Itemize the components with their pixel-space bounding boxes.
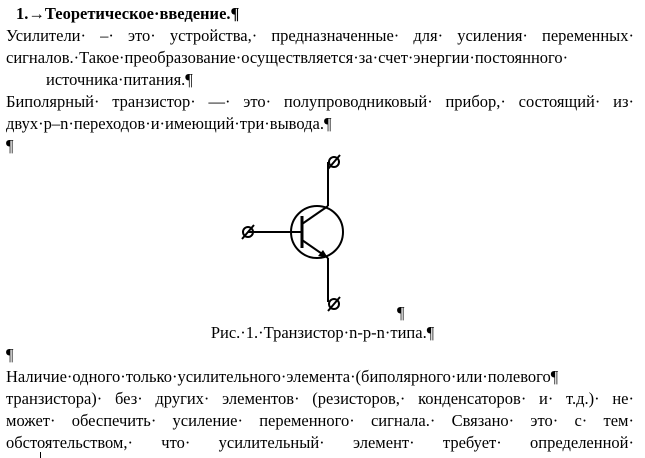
paragraph-line: транзистора)· без· других· элементов· (резисторов,· конденсаторов· и· т.д.)· не·	[6, 389, 634, 408]
paragraph-line: сигналов.·Такое·преобразование·осуществляется·за·счет·энергии·постоянного·	[6, 48, 569, 67]
paragraph-line: может· обеспечить· усиление· переменного· сигнала.· Связано· это· с· тем·	[6, 411, 634, 430]
empty-paragraph-mark: ¶	[6, 136, 14, 155]
transistor-figure	[230, 148, 410, 323]
section-heading: 1.→Теоретическое·введение.¶	[16, 4, 240, 23]
paragraph-line: Наличие·одного·только·усилительного·элемента·(биполярного·или·полевого¶	[6, 367, 559, 386]
npn-transistor-icon	[230, 148, 410, 318]
paragraph-line: источника·питания.¶	[46, 70, 193, 89]
paragraph-line: обстоятельством,· что· усилительный· элемент· требует· определенной·	[6, 433, 634, 452]
figure-caption: Рис.·1.·Транзистор·n-p-n·типа.¶	[210, 323, 435, 342]
paragraph-line: Биполярный· транзистор· —· это· полупроводниковый· прибор,· состоящий· из·	[6, 92, 634, 111]
paragraph-line: двух·p–n·переходов·и·имеющий·три·вывода.¶	[6, 114, 332, 133]
text-cursor	[40, 452, 41, 458]
empty-paragraph-mark: ¶	[6, 345, 14, 364]
paragraph-line: Усилители· –· это· устройства,· предназначенные· для· усиления· переменных·	[6, 26, 634, 45]
stray-paragraph-mark: ¶	[397, 303, 405, 322]
